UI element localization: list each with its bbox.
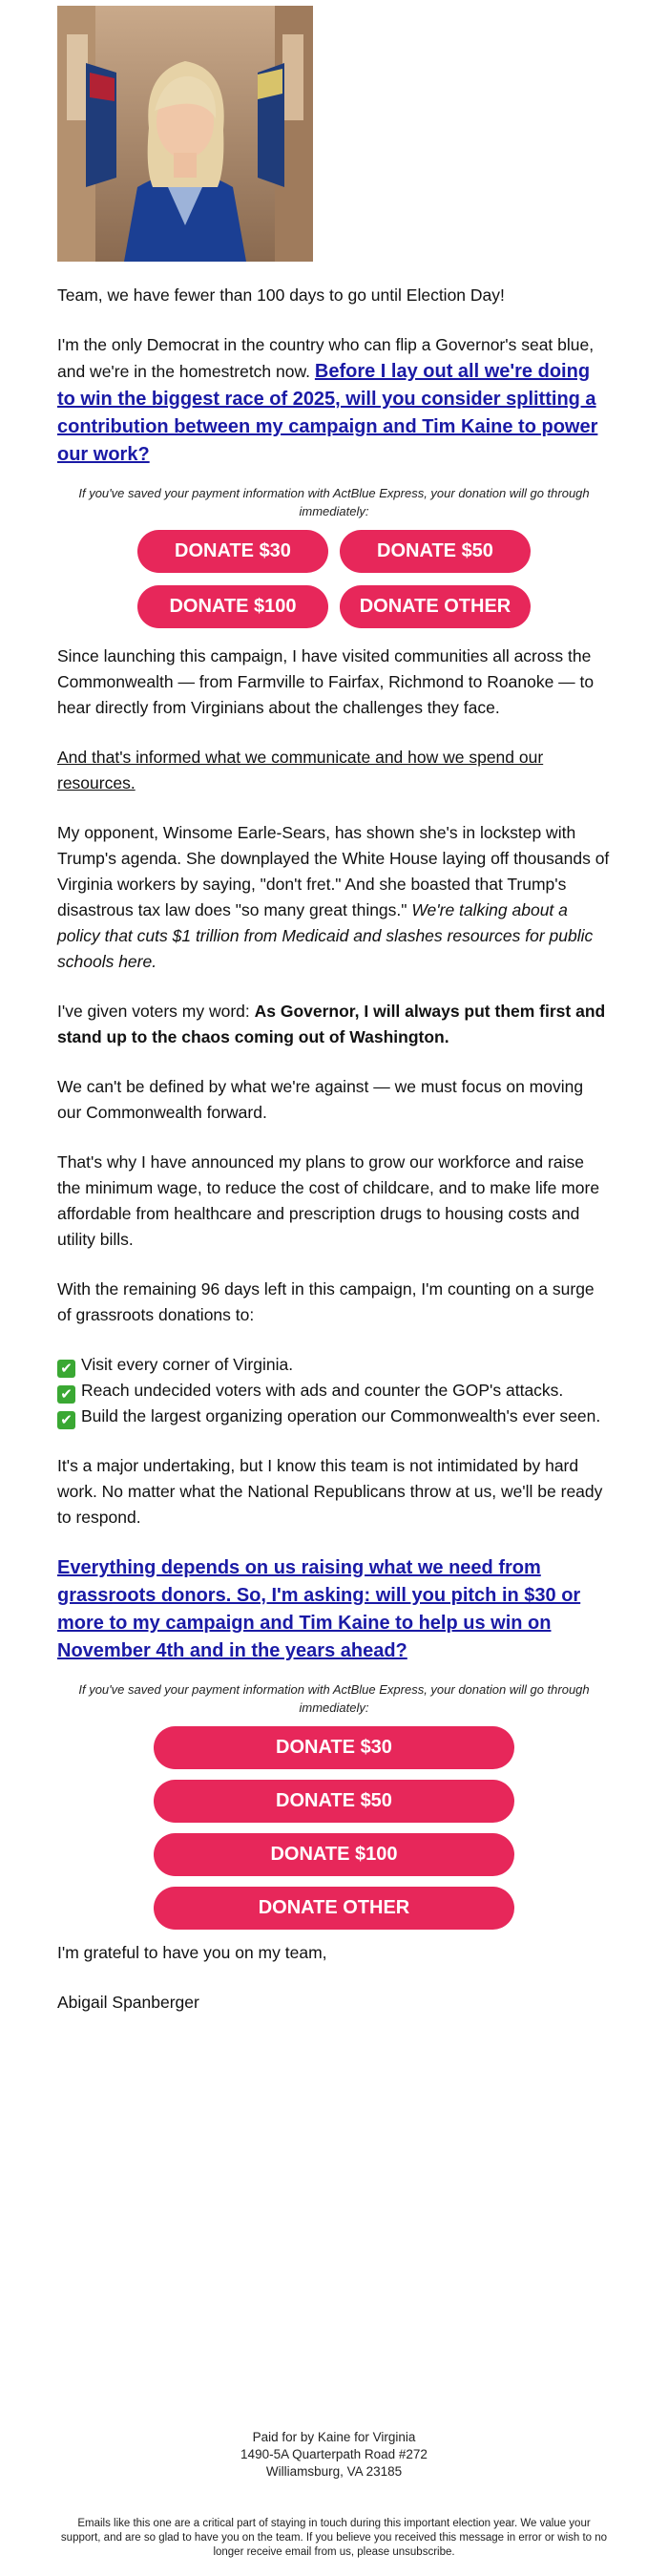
donate-100-button[interactable]: DONATE $100 [137, 585, 328, 628]
donate-100-button[interactable]: DONATE $100 [154, 1833, 514, 1876]
donate-button-stack [57, 1726, 611, 1930]
undertaking-paragraph: It's a major undertaking, but I know this team is not intimidated by hard work. No matter what the National Republicans throw at us, we'll be ready to respond. [57, 1456, 603, 1527]
donate-other-button[interactable]: DONATE OTHER [154, 1887, 514, 1930]
check-mark-icon: ✔ [57, 1411, 75, 1429]
checklist-item: ✔ Build the largest organizing operation our Commonwealth's ever seen. [57, 1404, 611, 1429]
opponent-text: My opponent, Winsome Earle-Sears, has shown she's in lockstep with Trump's agenda. She downplayed the White House laying off thousands of Virginia workers by saying, "don't fret." And she boasted that Trump's disastrous tax law does "so many great things." [57, 823, 610, 919]
donate-button-grid [129, 530, 539, 628]
promise-paragraph [57, 999, 611, 1050]
promise-text: I've given voters my word: [57, 1002, 255, 1021]
opponent-paragraph [57, 820, 611, 975]
address-line-1: 1490-5A Quarterpath Road #272 [240, 2447, 428, 2461]
candidate-portrait-icon [57, 6, 313, 262]
actblue-express-note: If you've saved your payment information with ActBlue Express, your donation will go through immediately: [78, 486, 590, 518]
forward-paragraph: We can't be defined by what we're against — we must focus on moving our Commonwealth forward. [57, 1077, 584, 1122]
checklist-item: ✔ Visit every corner of Virginia. [57, 1352, 611, 1378]
donate-50-button[interactable]: DONATE $50 [340, 530, 531, 573]
ask-paragraph [57, 1554, 611, 1665]
donate-30-button[interactable]: DONATE $30 [137, 530, 328, 573]
actblue-express-note: If you've saved your payment information with ActBlue Express, your donation will go through immediately: [78, 1682, 590, 1715]
donate-other-button[interactable]: DONATE OTHER [340, 585, 531, 628]
pitch-in-link[interactable]: Everything depends on us raising what we need from grassroots donors. So, I'm asking: will you pitch in $30 or more to my campaign and Tim Kaine to help us win on November 4th and in the years ahead? [57, 1557, 581, 1661]
homestretch-paragraph [57, 332, 611, 469]
closing-text: I'm grateful to have you on my team, [57, 1943, 327, 1962]
check-mark-icon: ✔ [57, 1385, 75, 1404]
signature: Abigail Spanberger [57, 1993, 199, 2012]
donate-50-button[interactable]: DONATE $50 [154, 1780, 514, 1823]
resources-paragraph: And that's informed what we communicate and how we spend our resources. [57, 748, 544, 792]
donate-30-button[interactable]: DONATE $30 [154, 1726, 514, 1769]
footer-paid-for [0, 2429, 668, 2481]
email-body [57, 6, 611, 2016]
check-mark-icon: ✔ [57, 1360, 75, 1378]
homestretch-text: I'm the only Democrat in the country who can flip a Governor's seat blue, and we're in the homestretch now. [57, 335, 595, 381]
address-line-2: Williamsburg, VA 23185 [265, 2464, 403, 2479]
campaign-visits-paragraph: Since launching this campaign, I have visited communities all across the Commonwealth — from Farmville to Fairfax, Richmond to Roanoke — to hear directly from Virginians about the challenges they face. [57, 646, 595, 717]
paid-for-line: Paid for by Kaine for Virginia [252, 2430, 416, 2444]
footer-disclaimer: Emails like this one are a critical part of staying in touch during this important election year. We value your support, and are so glad to have you on the team. If you believe you received this message in error or wish to no longer receive email from us, please unsubscribe. [60, 2518, 608, 2558]
promise-bold-text: As Governor, I will always put them first and stand up to the chaos coming out of Washington. [57, 1002, 606, 1046]
medicaid-italic-text: We're talking about a policy that cuts $1 trillion from Medicaid and slashes resources for public schools here. [57, 900, 594, 971]
plans-paragraph: That's why I have announced my plans to grow our workforce and raise the minimum wage, to reduce the cost of childcare, and to make life more affordable from healthcare and prescription drugs to housing costs and utility bills. [57, 1152, 600, 1249]
intro-text: Team, we have fewer than 100 days to go until Election Day! [57, 285, 505, 305]
goals-checklist [57, 1352, 611, 1429]
surge-paragraph: With the remaining 96 days left in this campaign, I'm counting on a surge of grassroots donations to: [57, 1279, 595, 1324]
split-contribution-link[interactable]: Before I lay out all we're doing to win the biggest race of 2025, will you consider splitting a contribution between my campaign and Tim Kaine to power our work? [57, 361, 598, 465]
checklist-item: ✔ Reach undecided voters with ads and counter the GOP's attacks. [57, 1378, 611, 1404]
